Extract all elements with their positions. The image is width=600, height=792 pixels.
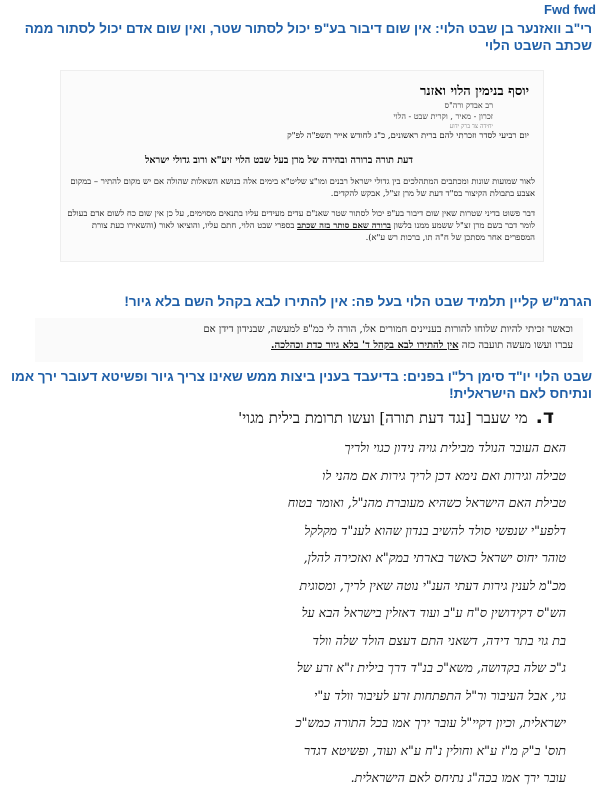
klein-scan (35, 318, 583, 362)
klein-line-2-emphasis: אין להתירו לבא בקהל ד' בלא גיור כדת וכהלכה. (271, 340, 459, 351)
heading-klein: הגרמ"ש קליין תלמיד שבט הלוי בעל פה: אין להתירו לבא בקהל השם בלא גיור! (124, 294, 592, 309)
letter-paragraph-2 (67, 207, 535, 243)
responsum-line: גוי, אבל העיבור ור"ל התפתחות זרע לעיבור וולד ע"י (314, 687, 566, 703)
forward-label: Fwd fwd (544, 2, 596, 17)
letterhead-line-3: יחידה צד ברק ידוע (449, 123, 493, 130)
responsum-line: ג"כ שלה בקדושה, משא"כ בנ"ד דרך בילית ז"א זרע של (296, 660, 566, 675)
responsum-line: עובר ירך אמו בכה"ג נתיחס לאם הישראלית. (350, 770, 566, 785)
responsum-line: האם העובר הנולד מבילית גויה נידון כגוי ולריך (344, 440, 566, 455)
responsum-line: דלפע"י שנפשי סולד להשיב בנדון שהוא לענ"ד מקלקל (304, 522, 566, 538)
responsum-line: טוהר יחוס ישראל כאשר בארתי במק"א ואזכירה להלן, (303, 550, 566, 565)
letterhead-line-1: רב אבדק ורה"ס (444, 101, 493, 110)
letterhead-scan (60, 70, 544, 262)
letterhead-name: יוסף בנימין הלוי ואזנר (420, 84, 529, 99)
klein-line-2 (43, 338, 573, 354)
responsum-line: טבילה וגירות ואם נימא דכן לריך גירות אם מהני לו (322, 467, 566, 483)
letter-headline: דעת תורה ברורה ובהירה של מרן בעל שבט הלוי זיע"א ורוב גדולי ישראל (144, 155, 413, 166)
responsum-line: הש"ס דקידושין ס"ח ע"ב ועוד דאזלין בישראל הבא על (301, 605, 566, 620)
letter-date: יום רביעי לסדר וזכרתי להם ברית ראשונים, כ"ג לחודש אייר תשפ"ה לפ"ק (287, 131, 529, 141)
responsum-line: ישראלית, וכיון דקיי"ל עובר ירך אמו בכל התורה כמש"כ (295, 715, 566, 730)
responsum-scan (30, 404, 580, 785)
responsum-title-text: מי שעבר [נגד דעת תורה] ועשו תרומת בילית מגוי' (238, 409, 528, 427)
letter-paragraph-2-a: דבר פשוט בדיני שטרות שאין שום דיבור בע"פ יכול לסתור שטר שאנ"ם עדים מעידים עליו בתנאים מסוימים, על כן אין שום כח לשום אדם בעולם לומר דבר בשם מרן זצ"ל ששמע ממנו בלשון (67, 208, 535, 230)
letter-paragraph-2-c: בספרי שבט הלוי, חתם עליו, והוציאו לאור (והשאירו כעת צורת המספרים אחר מסתכן של ח"ה תו, ברכות רש ע"א). (91, 220, 535, 242)
letterhead-line-2: זכרון - מאיר , וקרית שבט - הלוי (393, 112, 493, 121)
responsum-line: טבילת האם הישראל כשהיא מעוברת מהנ"ל, ואומר בטוח (287, 495, 566, 510)
klein-text (43, 322, 573, 354)
responsum-line: בת גוי בתר דידה, דשאני התם דעצם הולד שלה וולד (312, 632, 566, 648)
letter-paragraph-2-underlined: ברורה שאם סותר בזה שכתב (297, 220, 391, 230)
heading-shevet-halevi: שבט הלוי יו"ד סימן רל"ו בפנים: בדיעבד בענין ביצות ממש שאינו צריך גיור ופשיטא דעובר ירך אמו ונתיחס לאם הישראלית! (10, 369, 592, 401)
responsum-line: תוס' ב"ק מ"ז ע"א וחולין נ"ח ע"א ועוד, ופשיטא דגדר (303, 742, 566, 758)
responsum-lines (38, 434, 566, 792)
klein-line-2-a: עברו ועשו מעשה תועבה כזה (458, 340, 573, 351)
letter-paragraph-1: לאור שמועות שונות ומכתבים המתהלכים בין גדולי ישראל רבנים ומו"צ שליט"א בימים אלה בנושא השאלות שהולה אם יש מקום להתיר – במקום אצבע בתבולת הקיצור בס"ד דעת של מרן זצ"ל, אבקש להקדים. (70, 176, 535, 198)
responsum-title (238, 406, 554, 428)
klein-line-1: וכאשר זכיתי להיות שלוחו להורות בעניינים חמורים אלו, הורה לי כמ"פ למעשה, שבנידון דידן אם (203, 324, 573, 335)
heading-wosner: רי"ב וואזנער בן שבט הלוי: אין שום דיבור בע"פ יכול לסתור שטר, ואין שום אדם יכול לסתור ממה שכתב השבט הלוי (24, 21, 592, 53)
letter-body (67, 175, 535, 251)
section-letter: ד. (535, 406, 554, 428)
responsum-line: מכ"מ לענין גירות דעתי הענ"י נוטה שאין לריך, ומסוגית (299, 577, 566, 593)
